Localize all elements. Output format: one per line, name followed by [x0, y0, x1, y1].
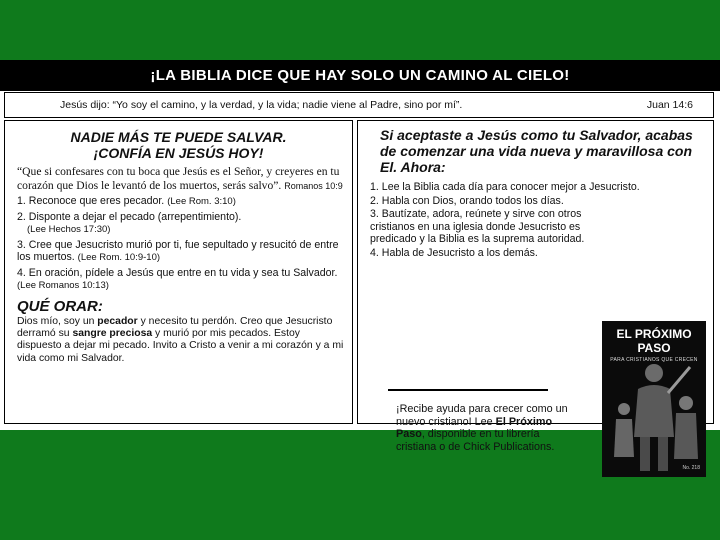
salvation-steps [5, 195, 352, 293]
list-item [370, 195, 705, 208]
left-heading-1: NADIE MÁS TE PUEDE SALVAR. [70, 129, 287, 145]
list-item [17, 267, 344, 293]
step-text: Reconoce que eres pecador. [28, 195, 165, 207]
list-item [370, 247, 705, 260]
step-text: Cree que Jesucristo murió por ti, fue sepultado y resucitó de entre los muertos. [17, 238, 339, 263]
right-heading: Si aceptaste a Jesús como tu Salvador, acabas de comenzar una vida nueva y maravillosa con El. Ahora: [380, 127, 693, 175]
book-cover-image [602, 321, 706, 477]
step-number: 4. [17, 266, 26, 279]
quote-text: Jesús dijo: “Yo soy el camino, y la verdad, y la vida; nadie viene al Padre, sino por mí”. [60, 99, 463, 111]
prayer-emph-blood: sangre preciosa [72, 327, 153, 339]
book-illustration-icon [602, 347, 706, 477]
book-promo: ¡Recibe ayuda para crecer como un nuevo cristiano! Lee El Próximo Paso, disponible en tu librería cristiana o de Chick Publications. [396, 403, 568, 453]
romans-verse [17, 165, 344, 193]
step-text: En oración, pídele a Jesús que entre en tu vida y sea tu Salvador. [28, 266, 338, 279]
step-number: 3. [17, 238, 26, 251]
step-ref: (Lee Rom. 10:9-10) [77, 252, 161, 263]
step-text: Habla con Dios, orando todos los días. [381, 194, 564, 207]
next-steps [358, 181, 713, 259]
step-text: Lee la Biblia cada día para conocer mejor a Jesucristo. [381, 181, 640, 193]
left-heading-2: ¡CONFÍA EN JESÚS HOY! [93, 145, 264, 161]
step-number: 3. [370, 208, 379, 220]
verse-ref: Romanos 10:9 [284, 180, 343, 191]
step-ref: (Lee Rom. 3:10) [167, 196, 236, 207]
tract-document [0, 60, 720, 471]
list-item [370, 181, 705, 194]
list-item [370, 208, 590, 246]
divider [388, 389, 548, 391]
right-panel [357, 120, 714, 471]
pray-heading: QUÉ ORAR: [17, 297, 103, 315]
list-item [17, 239, 344, 265]
book-number: No. 218 [682, 465, 700, 471]
step-number: 2. [370, 194, 379, 207]
step-ref: (Lee Hechos 17:30) [27, 224, 111, 235]
verse-text: “Que si confesares con tu boca que Jesús es el Señor, y creyeres en tu corazón que Dios le levantó de los muertos, serás salvo”. [17, 165, 340, 192]
step-ref: (Lee Romanos 10:13) [17, 280, 109, 291]
prayer-text: Dios mío, soy un pecador y necesito tu perdón. Creo que Jesucristo derramó su sangre preciosa y murió por mis pecados. Estoy dispuesto a dejar mi pecado. Invito a Cristo a venir a mi corazón y a mi vida como mi Salvador. [17, 315, 344, 364]
step-number: 1. [17, 195, 26, 207]
list-item [17, 211, 344, 237]
jesus-quote [4, 92, 714, 118]
book-name: El Próximo Paso [396, 415, 553, 441]
step-number: 1. [370, 181, 379, 193]
banner-title: ¡LA BIBLIA DICE QUE HAY SOLO UN CAMINO AL CIELO! [0, 60, 720, 91]
step-number: 2. [17, 210, 26, 223]
step-text: Habla de Jesucristo a los demás. [381, 246, 538, 259]
step-number: 4. [370, 246, 379, 259]
step-text: Disponte a dejar el pecado (arrepentimiento). [28, 210, 242, 223]
book-title: EL PRÓXIMO PASO [616, 327, 692, 355]
list-item [17, 195, 344, 209]
left-panel [4, 120, 353, 424]
quote-ref: Juan 14:6 [646, 99, 693, 111]
prayer-emph-sinner: pecador [97, 315, 138, 327]
step-text: Bautízate, adora, reúnete y sirve con otros cristianos en una iglesia donde Jesucristo es predicado y la Biblia es la suprema autoridad. [370, 208, 585, 245]
book-subtitle: PARA CRISTIANOS QUE CRECEN [610, 357, 698, 363]
